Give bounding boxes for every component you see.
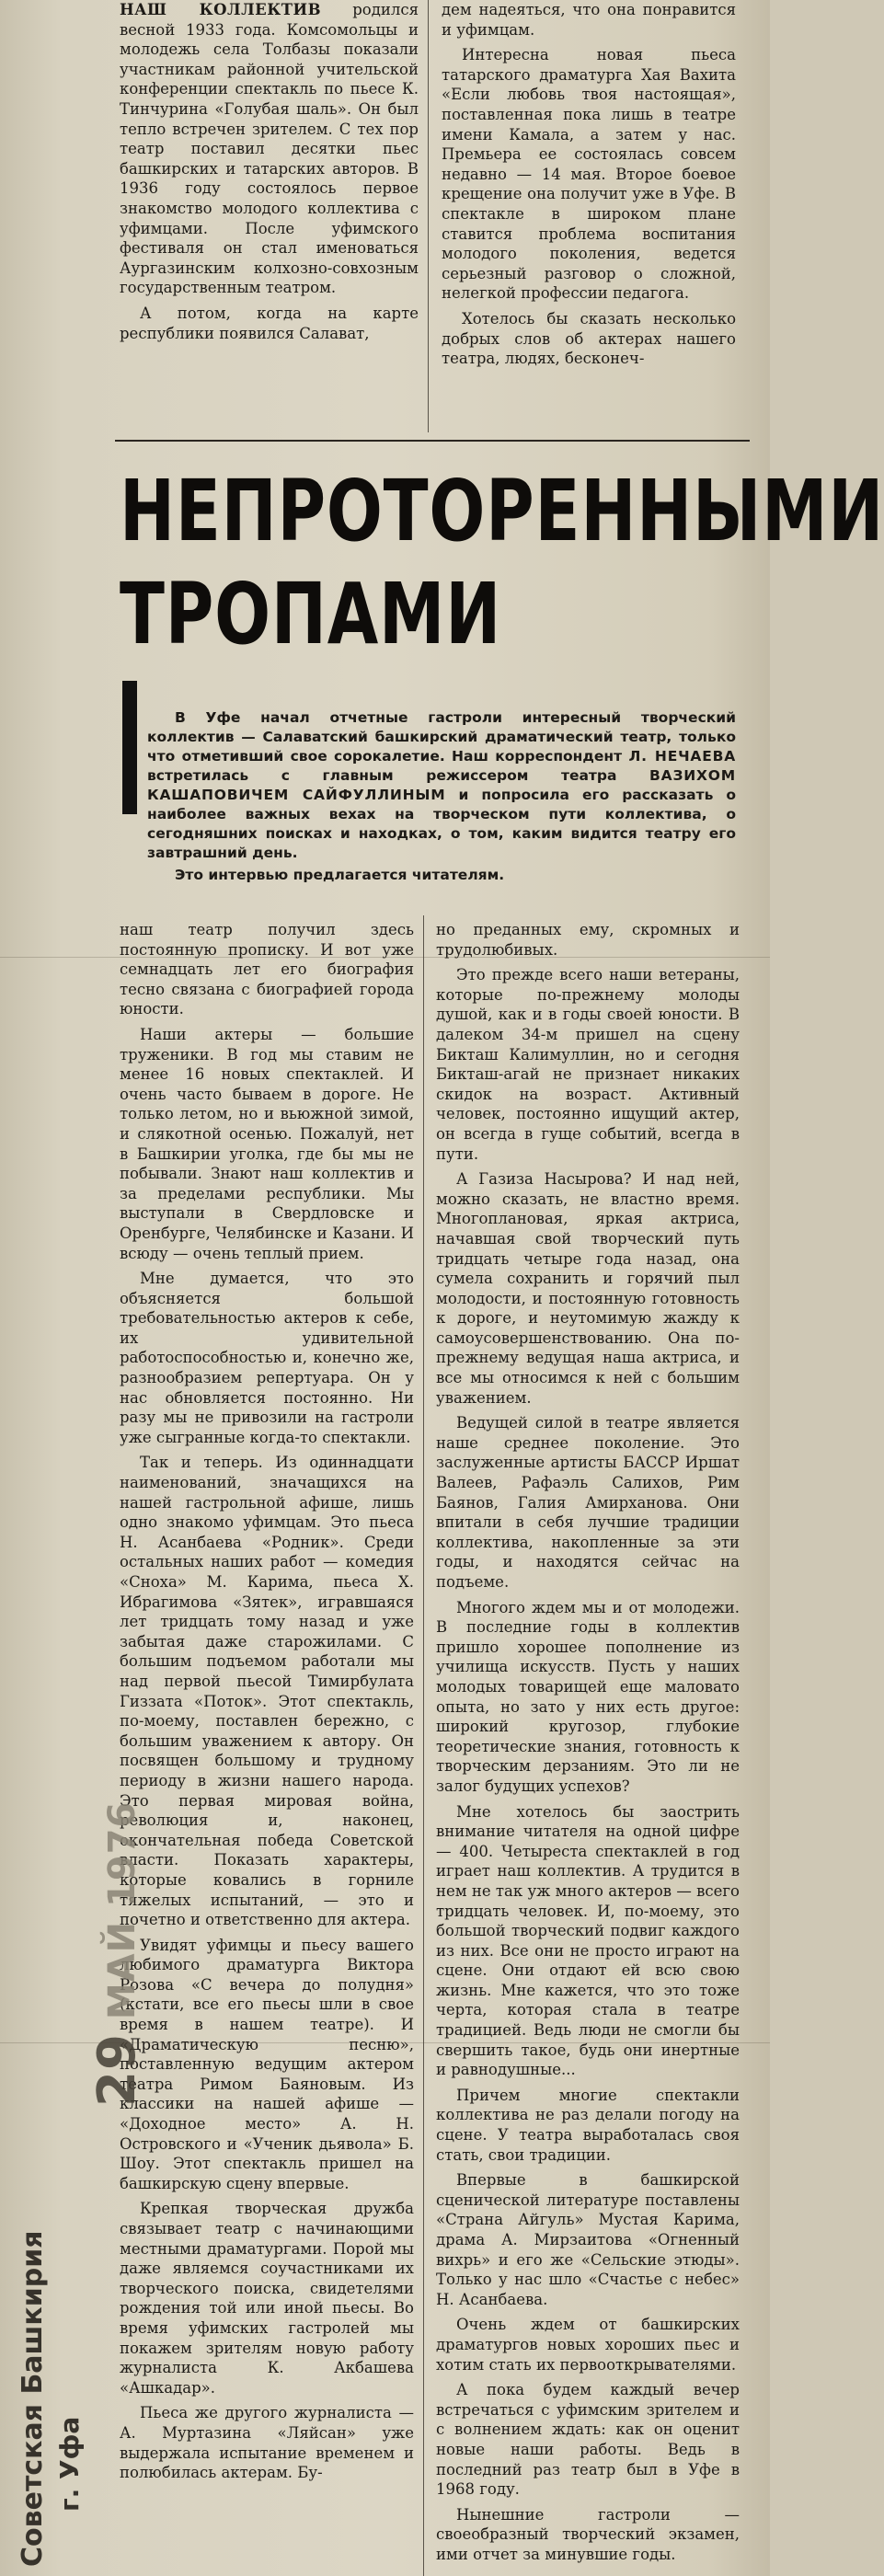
paragraph: Наши актеры — большие труженики. В год мы ставим не менее 16 новых спектаклей. И очень часто бываем в дороге. Не только летом, но и вьюжной зимой, и слякотной осенью. Пожалуй, нет в Башкирии уголка, где бы мы не побывали. Знают наш коллектив и за пределами республики. Мы выступали в Свердловске и Оренбурге, Челябинске и Казани. И всюду — очень теплый прием. — [120, 1025, 414, 1262]
article-lead — [147, 708, 736, 888]
paragraph: Хотелось бы сказать несколько добрых слов об актерах нашего театра, людях, бесконеч- — [442, 309, 736, 368]
paragraph: но преданных ему, скромных и трудолюбивых. — [436, 921, 740, 959]
lead-paragraph-closing: Это интервью предлагается читателям. — [175, 867, 505, 883]
paragraph: Причем многие спектакли коллектива не раз делали погоду на сцене. У театра выработалась своя стать, свои традиции. — [436, 2086, 740, 2164]
director-name: ВАЗИХОМ КАШАПОВИЧЕМ САЙФУЛЛИНЫМ — [147, 767, 736, 803]
date-stamp — [87, 1711, 147, 2107]
headline-line-1: НЕПРОТОРЕННЫМИ — [120, 462, 884, 560]
paragraph: Это прежде всего наши ветераны, которые по-прежнему молоды душой, как и в годы своей юности. В далеком 34-м пришел на сцену Бикташ Калимуллин, но и сегодня Бикташ-агай не признает никаких скидок на возраст. Активный человек, постоянно ищущий актер, он всегда в гуще событий, всегда в пути. — [436, 966, 740, 1163]
paragraph: Так и теперь. Из одиннадцати наименований, значащихся на нашей гастрольной афише, лишь одно знакомо уфимцам. Это пьеса Н. Асанбаева «Родник». Среди остальных наших работ — комедия «Сноха» М. Карима, пьеса Х. Ибрагимова «Зятек», игравшаяся лет тридцать тому назад и уже забытая даже старожилами. С большим подъемом работали мы над первой пьесой Тимирбулата Гиззата «Поток». Этот спектакль, по-моему, поставлен бережно, с большим уважением к автору. Он посвящен большому и трудному периоду в жизни нашего народа. Это первая мировая война, революция и, наконец, окончательная победа Советской власти. Показать характеры, которые ковались в горниле тяжелых испытаний, — это и почетно и ответственно для актера. — [120, 1454, 414, 1929]
article-headline — [120, 460, 884, 666]
paragraph: Впервые в башкирской сценической литературе поставлены «Страна Айгуль» Мустая Карима, драма А. Мирзаитова «Огненный вихрь» и его же «Сельские этюды». Только у нас шло «Счастье с небес» Н. Асанбаева. — [436, 2171, 740, 2308]
lead-text: встретилась с главным режиссером театра — [147, 767, 650, 784]
paragraph: Нынешние гастроли — своеобразный творческий экзамен, ими отчет за минувшие годы. — [436, 2505, 740, 2563]
stamp-month-year: МАЙ 1976 — [101, 1800, 144, 2020]
paragraph: наш театр получил здесь постоянную прописку. И вот уже семнадцать лет его биография тесно связана с биографией города юности. — [120, 921, 414, 1018]
section-rule — [115, 440, 750, 442]
paragraph: Очень ждем от башкирских драматургов новых хороших пьес и хотим стать их первооткрывателями. — [436, 2316, 740, 2374]
paper-fold — [0, 957, 770, 958]
opening-paragraph — [120, 0, 419, 298]
paragraph: Интересна новая пьеса татарского драматурга Хая Вахита «Если любовь твоя настоящая», поставленная пока лишь в театре имени Камала, а затем у нас. Премьера ее состоялась совсем недавно — 14 мая. Второе боевое крещение она получит уже в Уфе. В спектакле в широком плане ставится проблема воспитания молодого поколения, ведется серьезный разговор о сложной, нелегкой профессии педагога. — [442, 46, 736, 303]
paragraph: дем надеяться, что она понравится и уфимцам. — [442, 1, 736, 39]
newspaper-name: Советская Башкирия — [17, 2230, 49, 2567]
paragraph: Увидят уфимцы и пьесу вашего любимого драматурга Виктора Розова «С вечера до полудня» (кстати, все его пьесы шли в свое время в нашем театре). И «Драматическую песню», поставленную ведущим актером театра Римом Баяновым. Из классики на нашей афише — «Доходное место» А. Н. Островского и «Ученик дьявола» Б. Шоу. Этот спектакль пришел на башкирскую сцену впервые. — [120, 1936, 414, 2192]
correspondent-name: Л. НЕЧАЕВА — [628, 748, 737, 765]
paragraph: А Газиза Насырова? И над ней, можно сказать, не властно время. Многоплановая, яркая актриса, начавшая свой творческий путь тридцать четыре года назад, она сумела сохранить и горячий пыл молодости, и постоянную готовность к дороге, и неутомимую жажду к самоусовершенствованию. Она по-прежнему ведущая наша актриса, и все мы относимся к ней с большим уважением. — [436, 1170, 740, 1407]
lead-text: В Уфе начал отчетные гастроли интересный творческий коллектив — Салаватский башкирский драматический театр, только что отметивший свое сорокалетие. Наш корреспондент — [147, 709, 736, 765]
lead-paragraph — [147, 708, 736, 863]
column-divider — [428, 0, 429, 432]
paragraph: Мне хотелось бы заострить внимание читателя на одной цифре — 400. Четыреста спектаклей в год играет наш коллектив. А трудится в нем не так уж много актеров — всего тридцать человек. И, по-моему, это большой творческий подвиг каждого из них. Все они не просто играют на сцене. Они отдают ей всю свою жизнь. Мне кажется, что это тоже черта, которая стала в театре традицией. Ведь люди не смогли бы свершить такое, будь они инертные и равнодушные... — [436, 1802, 740, 2079]
opening-text: родился весной 1933 года. Комсомольцы и молодежь села Толбазы показали участникам районной учительской конференции спектакль по пьесе К. Тинчурина «Голубая шаль». Он был тепло встречен зрителем. С тех пор театр поставил десятки пьес башкирских и татарских авторов. В 1936 году состоялось первое знакомство молодого коллектива с уфимцами. После уфимского фестиваля он стал именоваться Аургазинским колхозно-совхозным государственным театром. — [120, 1, 419, 297]
article-column-bottom-right — [436, 920, 740, 2576]
article-column-bottom-left — [120, 920, 414, 2576]
paragraph: А пока будем каждый вечер встречаться с уфимским зрителем и с волнением ждать: как он оценит новые наши работы. Ведь в последний раз театр был в Уфе в 1968 году. — [436, 2381, 740, 2499]
stamp-date — [87, 1801, 147, 2107]
paragraph: А потом, когда на карте республики появился Салават, — [120, 304, 419, 342]
paper-fold — [0, 2042, 770, 2043]
paragraph: Многого ждем мы и от молодежи. В последние годы в коллектив пришло хорошее пополнение из училища искусств. Пусть у наших молодых товарищей еще маловато опыта, но зато у них есть другое: широкий кругозор, глубокие теоретические знания, готовность к творческим дерзаниям. Это ли не залог будущих успехов? — [436, 1598, 740, 1795]
article-column-top-left — [120, 0, 419, 432]
paragraph: Мне думается, что это объясняется большой требовательностью актеров к себе, их удивительной работоспособностью и, конечно же, разнообразием репертуара. Он у нас обновляется постоянно. Ни разу мы не привозили на гастроли уже сыгранные когда-то спектакли. — [120, 1270, 414, 1446]
source-label — [17, 2107, 85, 2567]
paragraph: Ведущей силой в театре является наше среднее поколение. Это заслуженные артисты БАССР Иршат Валеев, Рафаэль Салихов, Рим Баянов, Галия Амирханова. Они впитали в себя лучшие традиции коллектива, накопленные за эти годы, и находятся сейчас на подъеме. — [436, 1414, 740, 1591]
lead-text: и попросила его рассказать о наиболее важных вехах на творческом пути коллектива, о сегодняшних поисках и находках, о том, каким видится театру его завтрашний день. — [147, 787, 737, 861]
stamp-day: 29 — [87, 2033, 147, 2107]
paragraph: Пьеса же другого журналиста — А. Муртазина «Ляйсан» уже выдержала испытание временем и полюбилась актерам. Бу- — [120, 2404, 414, 2482]
newspaper-city: г. Уфа — [54, 2416, 85, 2512]
headline-line-2: ТРОПАМИ — [120, 565, 502, 663]
paragraph: Крепкая творческая дружба связывает театр с начинающими местными драматургами. Порой мы даже являемся соучастниками их творческого поиска, свидетелями рождения той или иной пьесы. Во время уфимских гастролей мы покажем зрителям новую работу журналиста К. Акбашева «Ашкадар». — [120, 2200, 414, 2397]
column-divider — [423, 915, 424, 2576]
opening-caps: НАШ КОЛЛЕКТИВ — [120, 1, 322, 18]
article-column-top-right — [442, 0, 736, 432]
intro-marker-bar — [122, 681, 137, 814]
